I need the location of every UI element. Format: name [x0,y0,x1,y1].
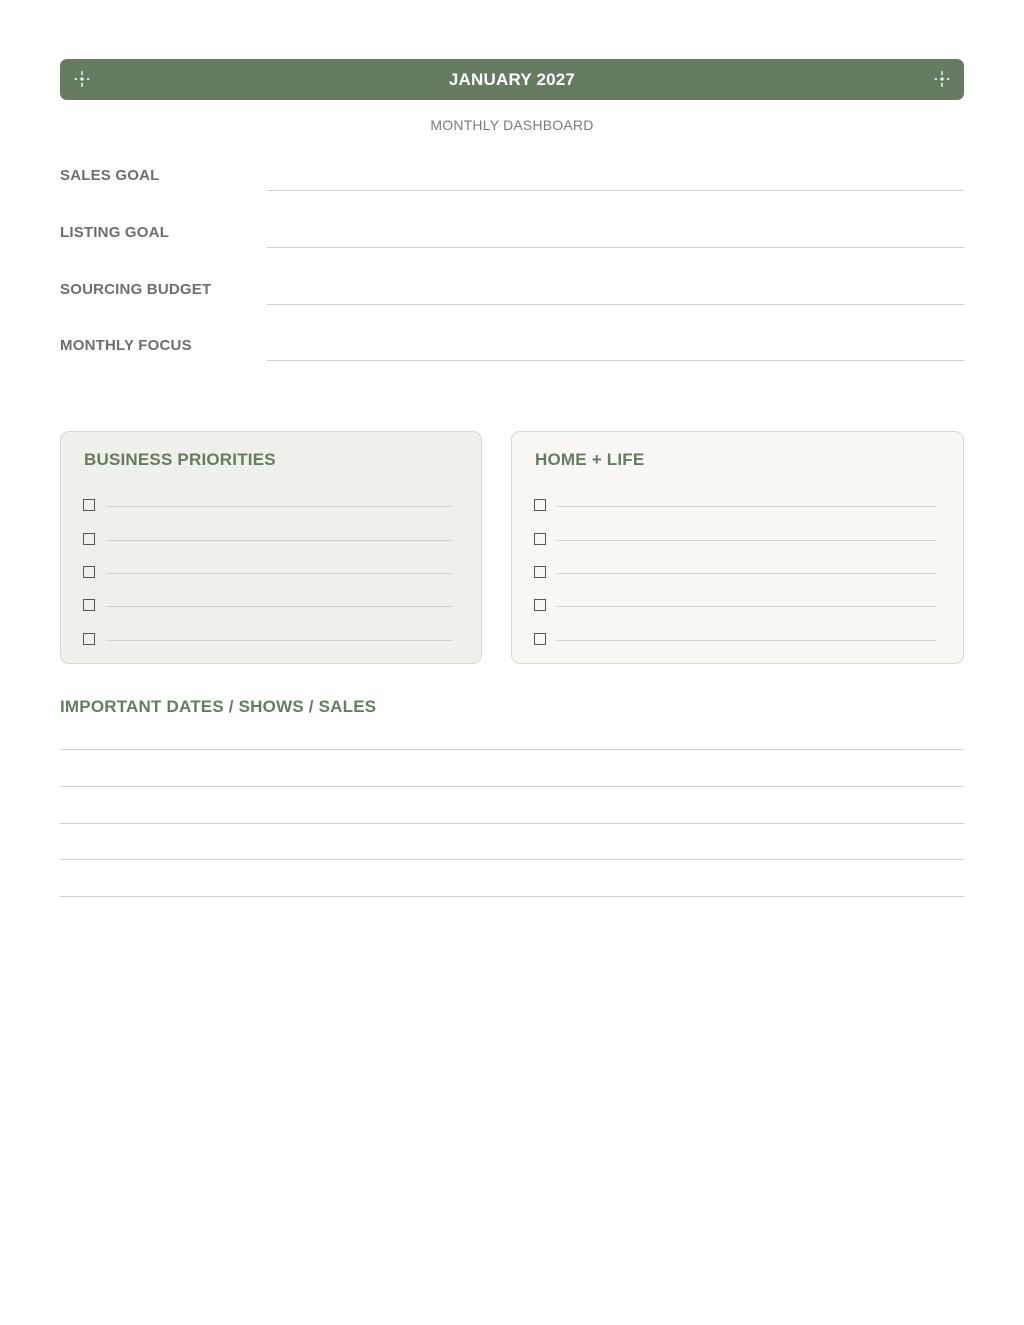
checklist-line[interactable] [557,640,936,641]
checkbox[interactable] [83,533,95,545]
important-dates-title: IMPORTANT DATES / SHOWS / SALES [60,697,377,716]
checklist-item [534,533,936,547]
checklist-line[interactable] [106,606,452,607]
business-priorities-title: BUSINESS PRIORITIES [84,450,276,469]
goal-row-listing [60,224,964,248]
checklist-line[interactable] [106,540,452,541]
checkbox[interactable] [83,499,95,511]
checklist-line[interactable] [557,506,936,507]
sparkle-icon [933,70,951,88]
checkbox[interactable] [534,533,546,545]
goal-write-line[interactable] [267,190,964,191]
sparkle-icon [73,70,91,88]
important-dates-line[interactable] [60,896,964,897]
month-header [60,59,964,100]
goal-row-sales [60,167,964,191]
checklist-line[interactable] [557,606,936,607]
checklist-item [83,566,452,580]
checklist-item [83,499,452,513]
checklist-item [83,599,452,613]
checkbox[interactable] [83,566,95,578]
checklist-line[interactable] [106,640,452,641]
checklist-item [534,499,936,513]
home-life-title: HOME + LIFE [535,450,645,469]
checklist-line[interactable] [557,540,936,541]
goal-label: LISTING GOAL [60,224,170,241]
checkbox[interactable] [534,633,546,645]
important-dates-line[interactable] [60,823,964,824]
month-title: JANUARY 2027 [448,69,576,89]
page-subtitle: MONTHLY DASHBOARD [430,117,594,133]
important-dates-line[interactable] [60,859,964,860]
checklist-line[interactable] [106,506,452,507]
checkbox[interactable] [534,499,546,511]
checklist-item [534,633,936,647]
checklist-item [83,633,452,647]
checklist-item [534,566,936,580]
goal-write-line[interactable] [267,304,964,305]
checklist-item [534,599,936,613]
important-dates-line[interactable] [60,786,964,787]
business-priorities-box [60,431,482,664]
checkbox[interactable] [83,633,95,645]
checklist-line[interactable] [557,573,936,574]
goal-row-monthly-focus [60,337,964,361]
checkbox[interactable] [534,566,546,578]
important-dates-line[interactable] [60,749,964,750]
checklist-item [83,533,452,547]
goal-row-sourcing-budget [60,281,964,305]
goal-write-line[interactable] [267,360,964,361]
checkbox[interactable] [83,599,95,611]
goal-label: SOURCING BUDGET [60,281,212,298]
home-life-box [511,431,964,664]
goal-write-line[interactable] [267,247,964,248]
checkbox[interactable] [534,599,546,611]
goal-label: MONTHLY FOCUS [60,337,192,354]
goal-label: SALES GOAL [60,167,160,184]
checklist-line[interactable] [106,573,452,574]
